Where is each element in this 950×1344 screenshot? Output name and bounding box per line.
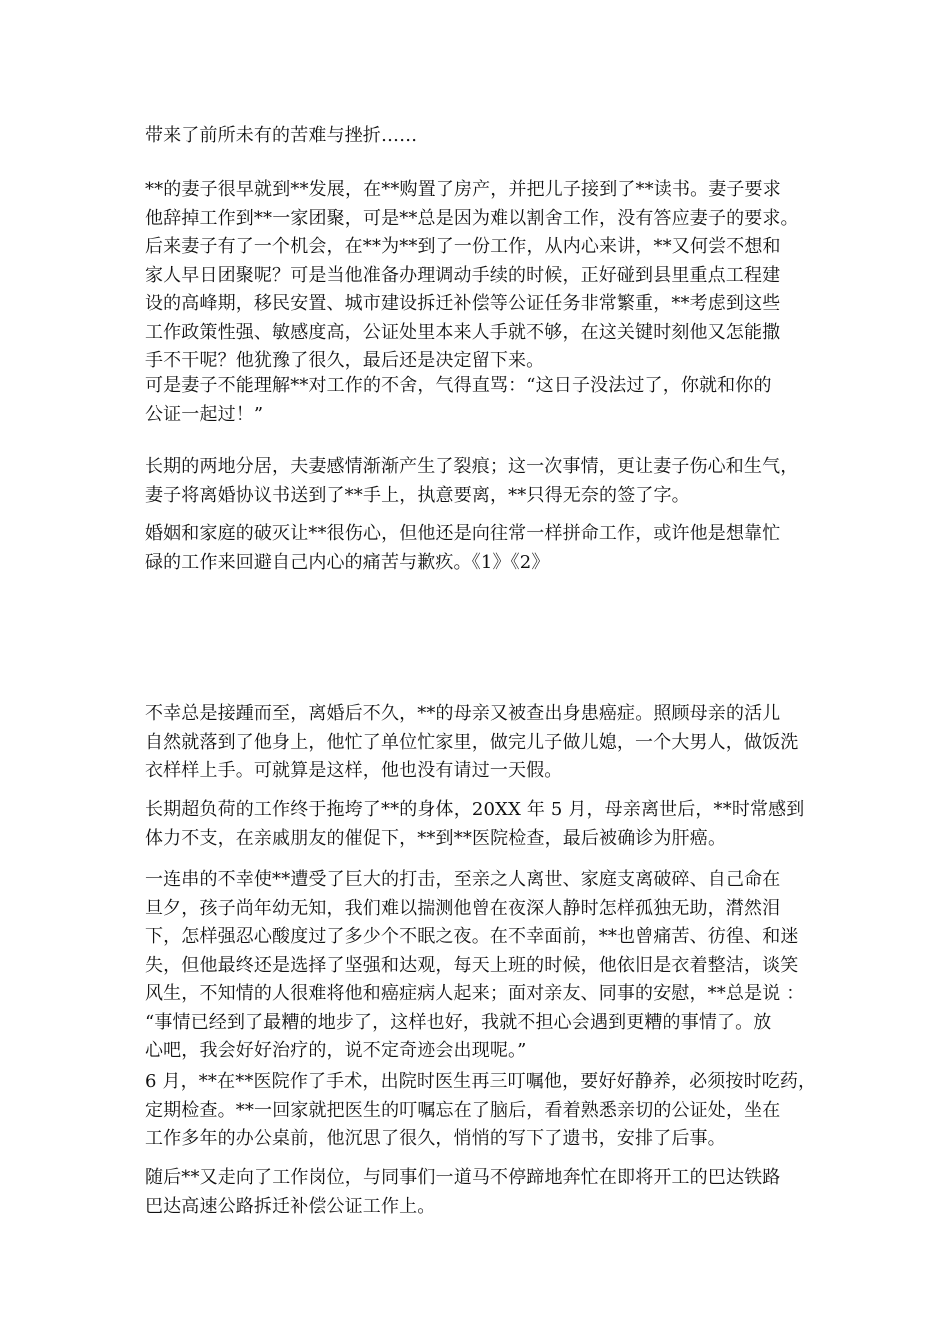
paragraph-1: 带来了前所未有的苦难与挫折…… [145,125,418,146]
paragraph-10: 随后**又走向了工作岗位，与同事们一道马不停蹄地奔忙在即将开工的巴达铁路 巴达高速公路拆迁补偿公证工作上。 [145,1167,781,1217]
paragraph-6: 不幸总是接踵而至，离婚后不久，**的母亲又被查出身患癌症。照顾母亲的活儿 自然就落到了他身上，他忙了单位忙家里，做完儿子做儿媳，一个大男人，做饭洗 衣样样上手。可就算是这样，他也没有请过一天假。 [145,703,799,781]
paragraph-7: 长期超负荷的工作终于拖垮了**的身体，20XX 年 5 月，母亲离世后，**时常感到 体力不支，在亲戚朋友的催促下，**到**医院检查，最后被确诊为肝癌。 [145,799,805,849]
paragraph-4: 长期的两地分居，夫妻感情渐渐产生了裂痕；这一次事情，更让妻子伤心和生气， 妻子将离婚协议书送到了**手上，执意要离，**只得无奈的签了字。 [145,456,799,506]
paragraph-9: 6 月，**在**医院作了手术，出院时医生再三叮嘱他，要好好静养，必须按时吃药， 定期检查。**一回家就把医生的叮嘱忘在了脑后，看着熟悉亲切的公证处，坐在 工作多年的办公桌前，他沉思了很久，悄悄的写下了遗书，安排了后事。 [145,1071,817,1149]
paragraph-8: 一连串的不幸使**遭受了巨大的打击，至亲之人离世、家庭支离破碎、自己命在 旦夕，孩子尚年幼无知，我们难以揣测他曾在夜深人静时怎样孤独无助，潸然泪 下，怎样强忍心酸度过了多少个不眠之夜。在不幸面前，**也曾痛苦、彷徨、和迷 失，但他最终还是选择了坚强和达观，每天上班的时候，他依旧是衣着整洁，谈笑 风生，不知情的人很难将他和癌症病人起来；面对亲友、同事的安慰，**总是说 ： “事情已经到了最糟的地步了，这样也好，我就不担心会遇到更糟的事情了。放 心吧，我会好好治疗的，说不定奇迹会出现呢。” [145,869,805,1061]
paragraph-2: **的妻子很早就到**发展，在**购置了房产，并把儿子接到了**读书。妻子要求 他辞掉工作到**一家团聚，可是**总是因为难以割舍工作，没有答应妻子的要求。 后来妻子有了一个机会，在**为**到了一份工作，从内心来讲，**又何尝不想和 家人早日团聚呢？可是当他准备办理调动手续的时候，正好碰到县里重点工程建 设的高峰期，移民安置、城市建设拆迁补偿等公证任务非常繁重，**考虑到这些 工作政策性强、敏感度高，公证处里本来人手就不够，在这关键时刻他又怎能撒 手不干呢？他犹豫了很久，最后还是决定留下来。 [145,179,799,371]
paragraph-3: 可是妻子不能理解**对工作的不舍，气得直骂：“这日子没法过了，你就和你的 公证一起过！” [145,375,772,425]
paragraph-5: 婚姻和家庭的破灭让**很伤心，但他还是向往常一样拼命工作，或许他是想靠忙 碌的工作来回避自己内心的痛苦与歉疚。《1》《2》 [145,523,781,573]
